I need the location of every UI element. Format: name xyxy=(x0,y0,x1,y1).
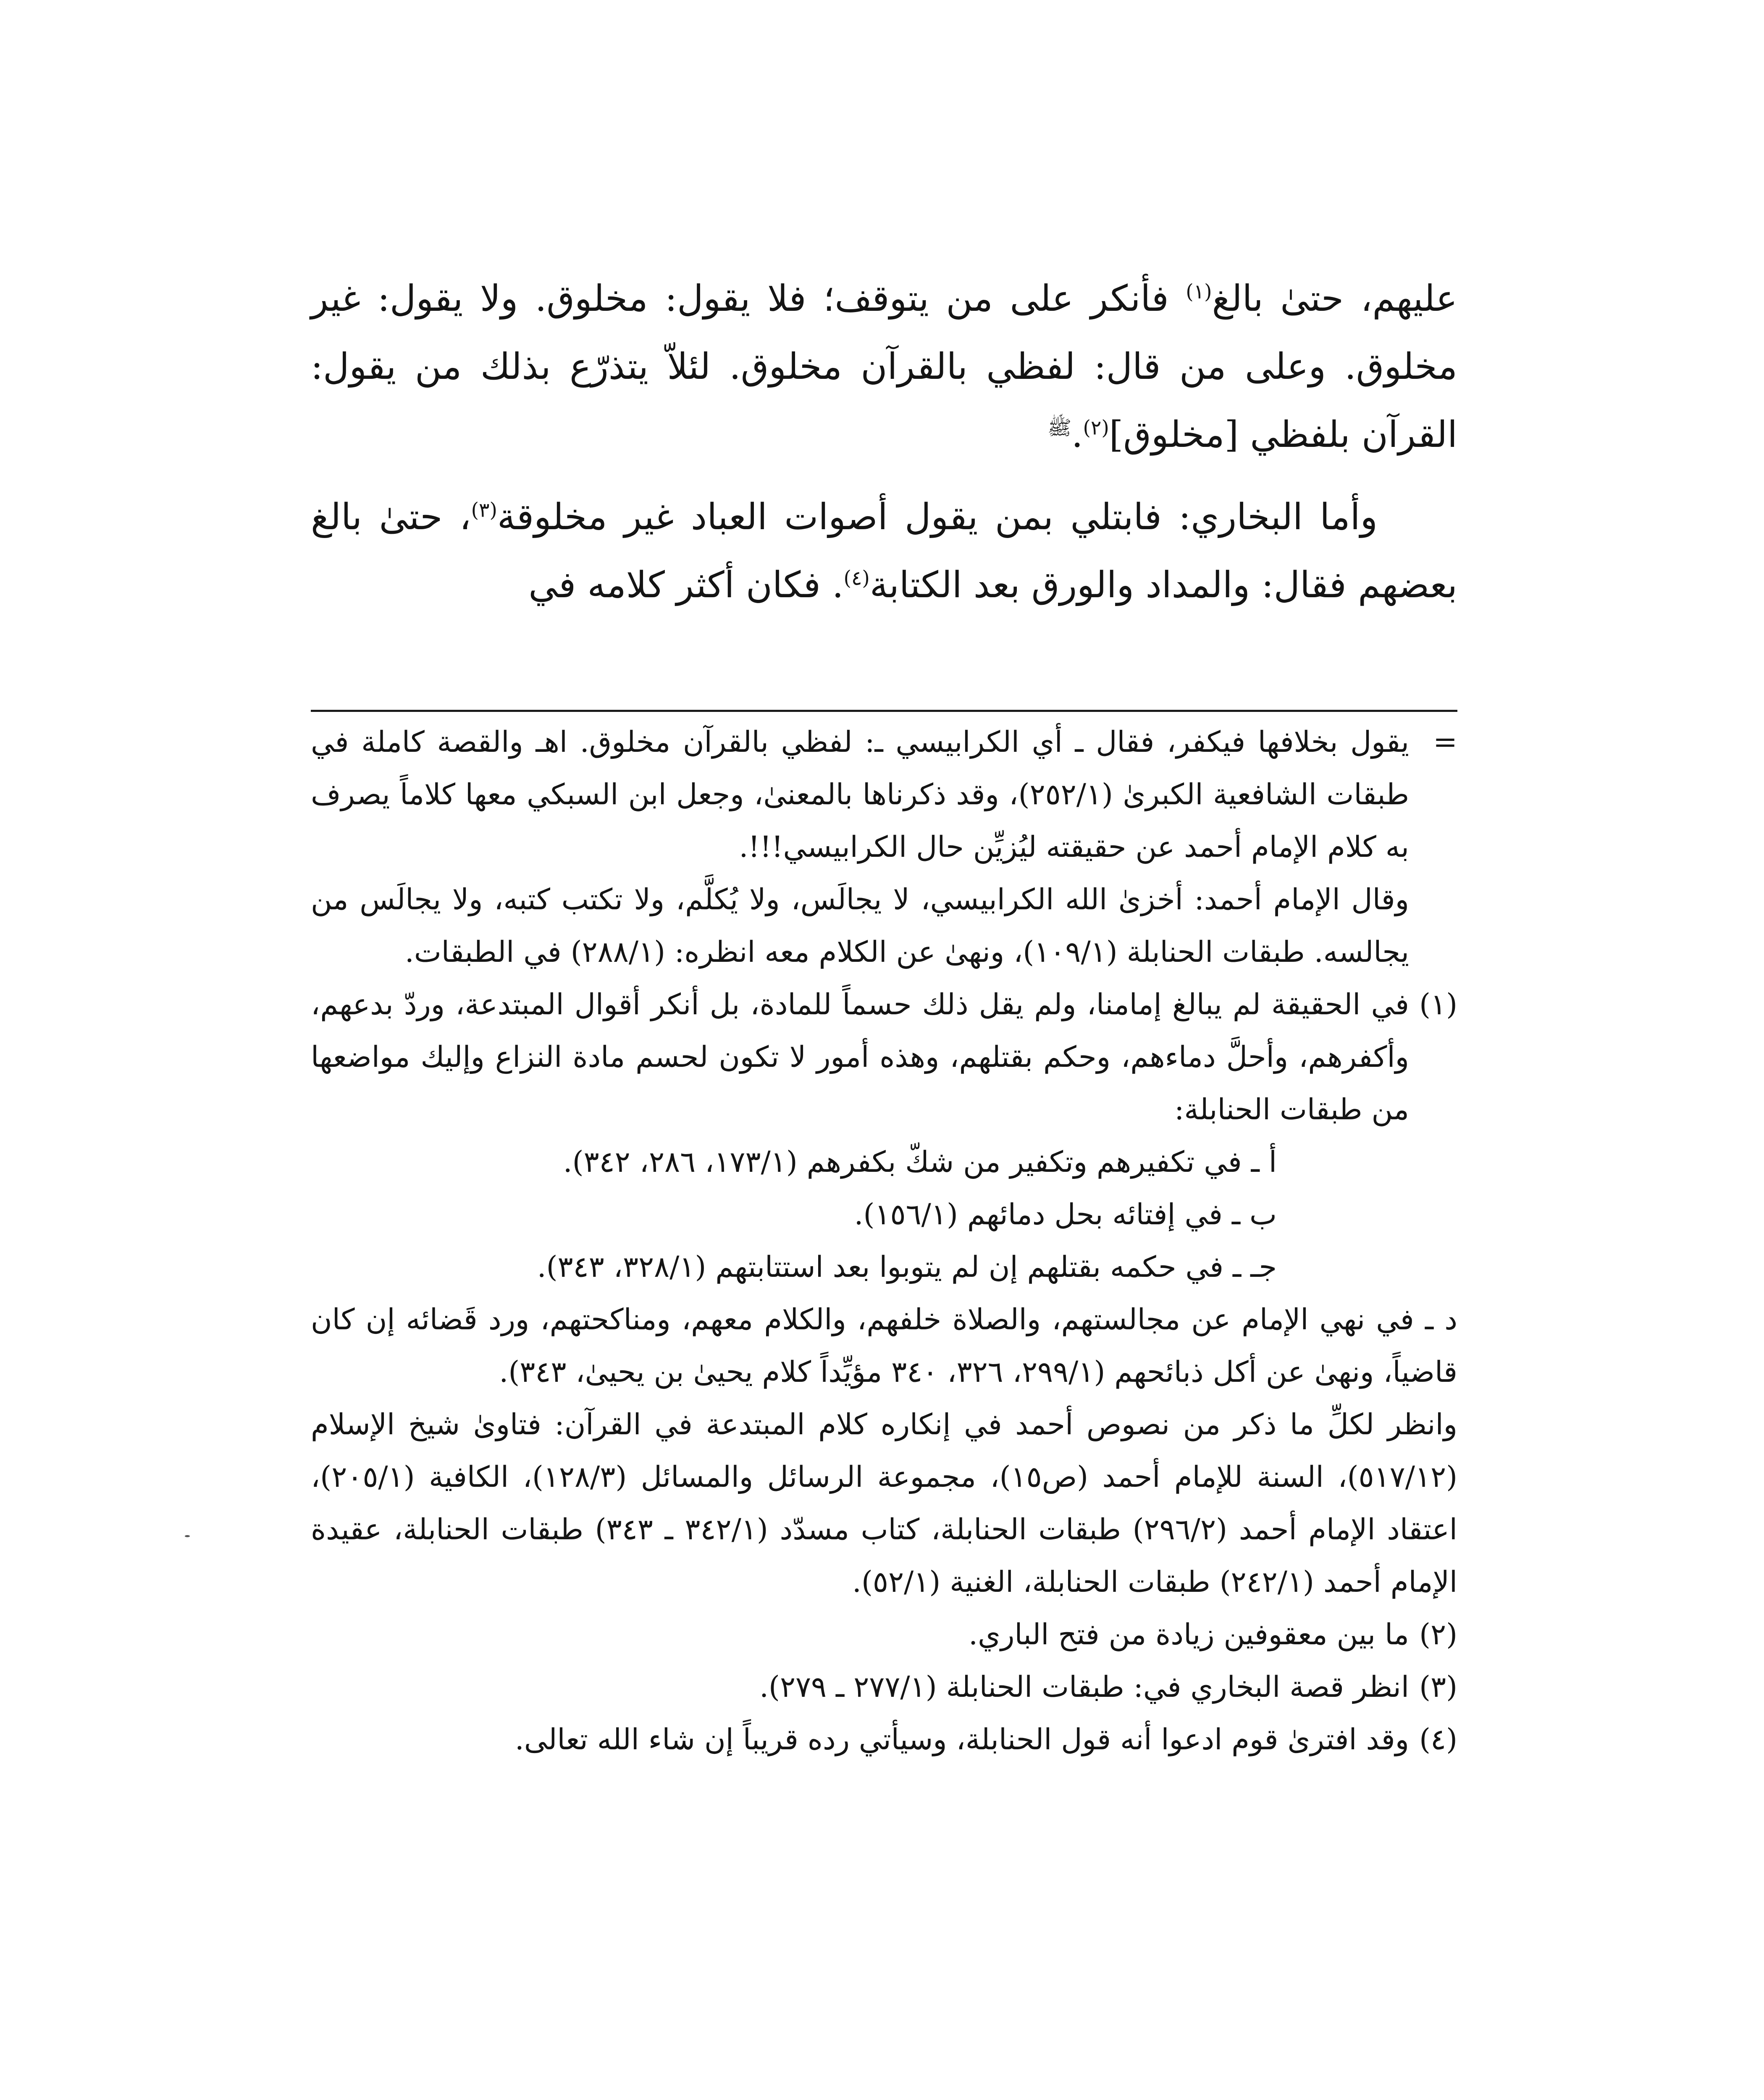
body-text: . xyxy=(1071,414,1083,456)
list-item-text: جـ ـ في حكمه بقتلهم إن لم يتوبوا بعد استتابتهم (٣٢٨/١، ٣٤٣). xyxy=(537,1250,1277,1284)
footnote-reference: (١) xyxy=(1186,280,1212,304)
footnote-number: (١) xyxy=(1419,988,1457,1021)
footnote-continuation-paragraph xyxy=(311,874,1457,979)
body-paragraph-1 xyxy=(311,265,1457,469)
footnote-text: يقول بخلافها فيكفر، فقال ـ أي الكرابيسي ـ: لفظي بالقرآن مخلوق. اهـ والقصة كاملة في طبقات الشافعية الكبرىٰ (٢٥٢/١)، وقد ذكرناها بالمعنىٰ، وجعل ابن السبكي معها كلاماً يصرف به كلام الإمام أحمد عن حقيقته ليُزيِّن حال الكرابيسي!!!. xyxy=(311,725,1409,864)
footnote-continuation xyxy=(311,716,1457,874)
body-text: . فكان أكثر كلامه في xyxy=(528,564,844,606)
footnote-text: انظر قصة البخاري في: طبقات الحنابلة (٢٧٧/١ ـ ٢٧٩). xyxy=(759,1670,1409,1704)
main-text xyxy=(311,265,1457,619)
footnote-text: ما بين معقوفين زيادة من فتح الباري. xyxy=(969,1618,1409,1651)
footnote-text: في الحقيقة لم يبالغ إمامنا، ولم يقل ذلك حسماً للمادة، بل أنكر أقوال المبتدعة، وردّ بدعهم، وأكفرهم، وأحلَّ دماءهم، وحكم بقتلهم، وهذه أمور لا تكون لحسم مادة النزاع وإليك مواضعها من طبقات الحنابلة: xyxy=(311,988,1409,1126)
footnote-separator xyxy=(311,710,1457,712)
body-text: فأنكر على من يتوقف؛ فلا يقول: مخلوق. ولا يقول: غير مخلوق. وعلى من قال: لفظي بالقرآن مخلوق. لئلاّ يتذرّع بذلك من يقول: القرآن بلفظي [مخلوق] xyxy=(311,278,1457,456)
footnote-2 xyxy=(311,1609,1457,1661)
footnote-list-item xyxy=(311,1294,1457,1399)
honorific-symbol: ﷺ xyxy=(1047,416,1072,440)
body-paragraph-2 xyxy=(311,483,1457,619)
continuation-mark: = xyxy=(1433,725,1457,759)
footnote-list-item xyxy=(311,1241,1457,1294)
footnote-paragraph xyxy=(311,1399,1457,1609)
footnote-text: وقال الإمام أحمد: أخزىٰ الله الكرابيسي، لا يجالَس، ولا يُكلَّم، ولا تكتب كتبه، ولا يجالَس من يجالسه. طبقات الحنابلة (١٠٩/١)، ونهىٰ عن الكلام معه انظره: (٢٨٨/١) في الطبقات. xyxy=(311,883,1409,969)
list-item-text: د ـ في نهي الإمام عن مجالستهم، والصلاة خلفهم، والكلام معهم، ومناكحتهم، ورد قَضائه إن كان قاضياً، ونهىٰ عن أكل ذبائحهم (٢٩٩/١، ٣٢٦، ٣٤٠ مؤيِّداً كلام يحيىٰ بن يحيىٰ، ٣٤٣). xyxy=(311,1303,1457,1389)
footnote-list-item xyxy=(311,1136,1457,1189)
footnote-reference: (٣) xyxy=(471,499,497,522)
list-item-text: ب ـ في إفتائه بحل دمائهم (١٥٦/١). xyxy=(854,1198,1277,1231)
footnote-number: (٣) xyxy=(1419,1670,1457,1704)
footnote-number: (٢) xyxy=(1419,1618,1457,1651)
footnotes xyxy=(311,716,1457,1766)
footnote-text: وقد افترىٰ قوم ادعوا أنه قول الحنابلة، وسيأتي رده قريباً إن شاء الله تعالى. xyxy=(514,1723,1409,1756)
body-text: وأما البخاري: فابتلي بمن يقول أصوات العباد غير مخلوقة xyxy=(497,496,1378,538)
footnote-4 xyxy=(311,1714,1457,1766)
scan-speck xyxy=(185,1535,190,1537)
footnote-3 xyxy=(311,1661,1457,1714)
body-text: ، حتىٰ بالغ بعضهم فقال: والمداد والورق بعد الكتابة xyxy=(311,496,1457,606)
body-text: عليهم، حتىٰ بالغ xyxy=(1212,278,1457,320)
list-item-text: أ ـ في تكفيرهم وتكفير من شكّ بكفرهم (١٧٣/١، ٢٨٦، ٣٤٢). xyxy=(563,1145,1277,1179)
footnote-list-item xyxy=(311,1189,1457,1241)
footnote-1 xyxy=(311,979,1457,1136)
footnote-number: (٤) xyxy=(1419,1723,1457,1756)
footnote-reference: (٢) xyxy=(1083,416,1109,440)
footnote-text: وانظر لكلِّ ما ذكر من نصوص أحمد في إنكاره كلام المبتدعة في القرآن: فتاوىٰ شيخ الإسلام (٥١٧/١٢)، السنة للإمام أحمد (ص١٥)، مجموعة الرسائل والمسائل (١٢٨/٣)، الكافية (٢٠٥/١)، اعتقاد الإمام أحمد (٢٩٦/٢) طبقات الحنابلة، كتاب مسدّد (٣٤٢/١ ـ ٣٤٣) طبقات الحنابلة، عقيدة الإمام أحمد (٢٤٢/١) طبقات الحنابلة، الغنية (٥٢/١). xyxy=(311,1408,1457,1599)
footnote-reference: (٤) xyxy=(843,567,870,590)
